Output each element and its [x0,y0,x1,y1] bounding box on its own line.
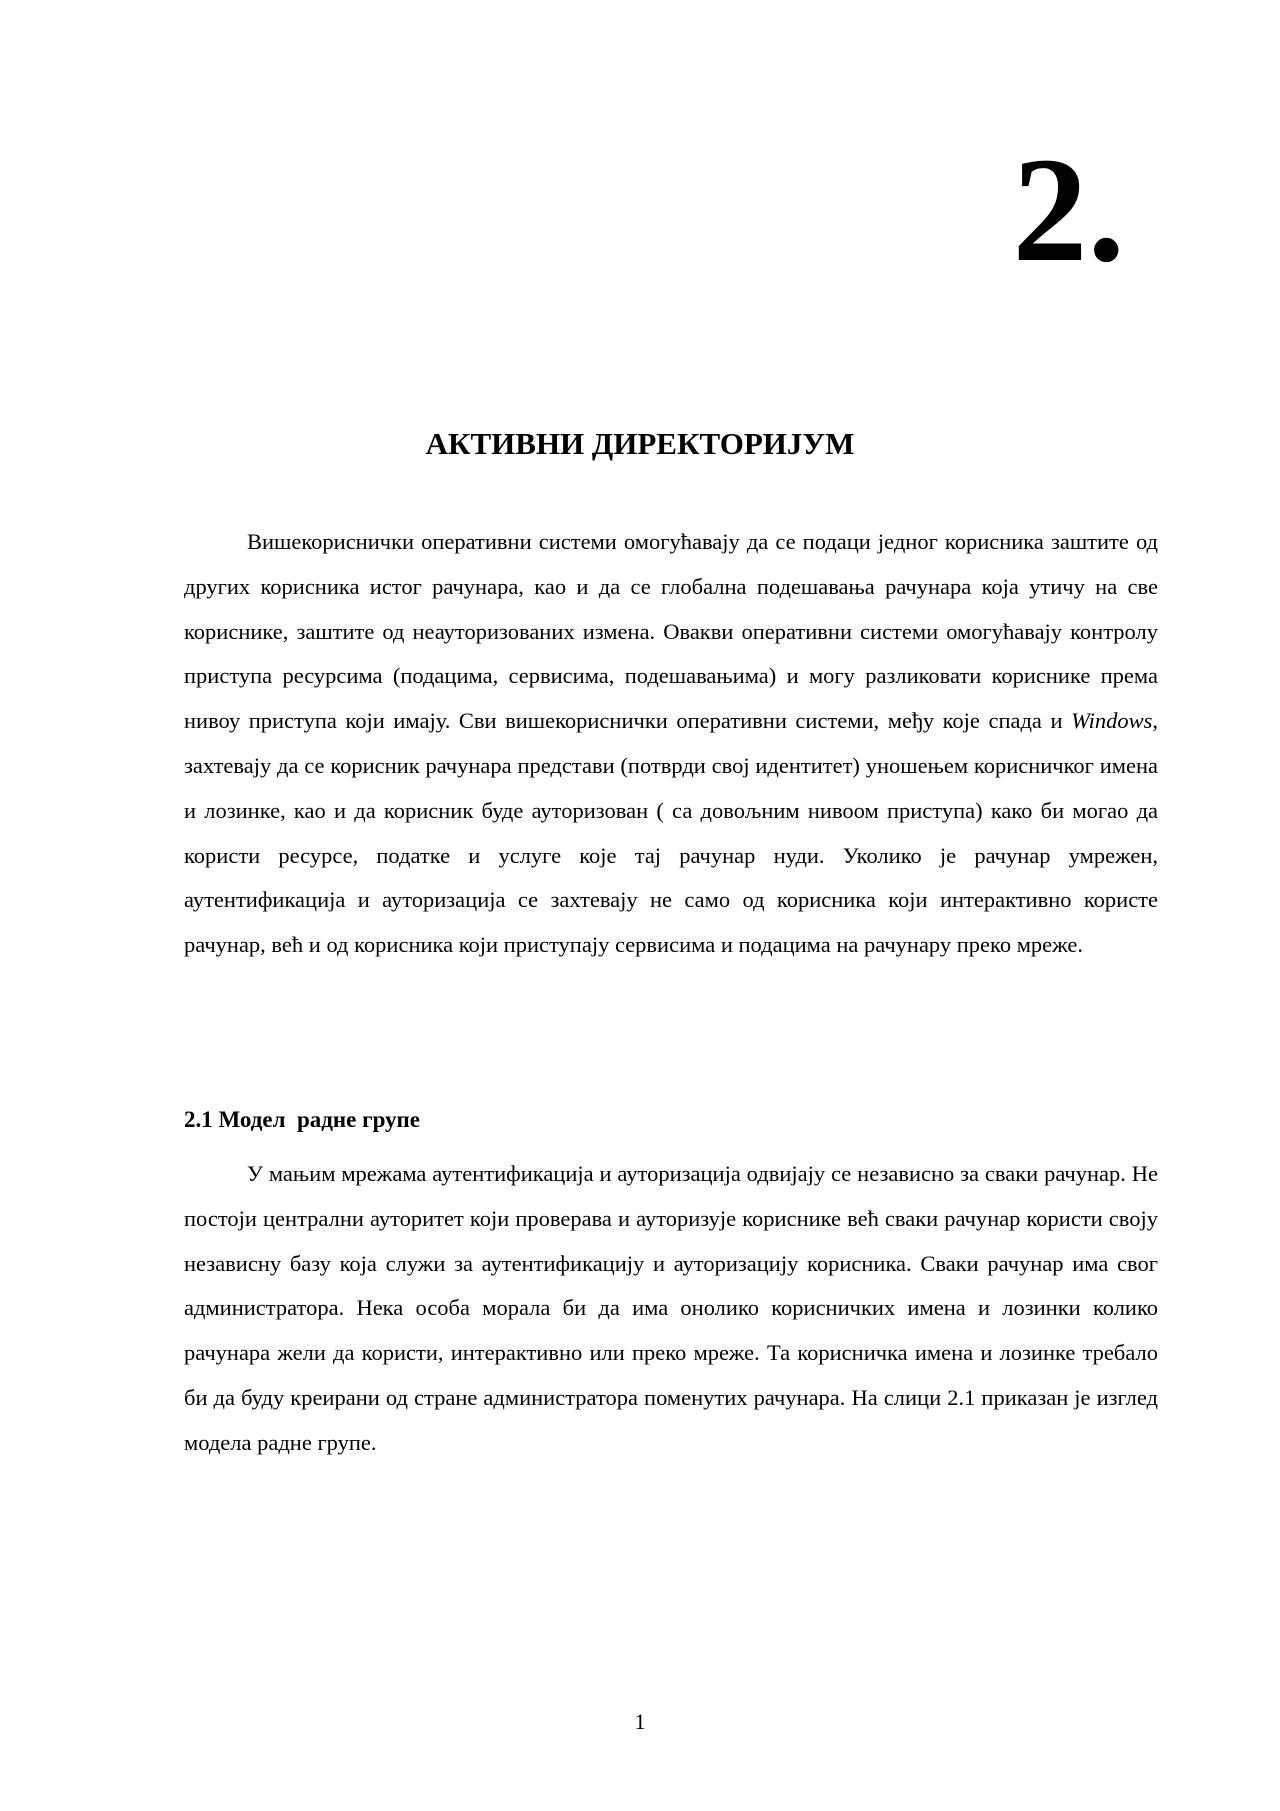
intro-paragraph-text-1: Вишекориснички оперативни системи омогућавају да се подаци једног корисника заштите од других корисника истог рачунара, као и да се глобална подешавања рачунара која утичу на све кориснике, заштите од неауторизованих измена. Овакви оперативни системи омогућавају контролу приступа ресурсима (подацима, сервисима, подешавањима) и могу разликовати кориснике према нивоу приступа који имају. Сви вишекориснички оперативни системи, међу које спада и [184,529,1158,734]
chapter-title: АКТИВНИ ДИРЕКТОРИЈУМ [425,426,855,461]
intro-paragraph [184,520,1158,968]
page-number: 1 [634,1709,646,1734]
section-heading-2-1: 2.1 Модел радне групе [184,1107,421,1132]
windows-term: Windows [1071,708,1153,734]
chapter-number: 2. [1012,127,1125,293]
workgroup-paragraph: У мањим мрежама аутентификација и ауторизација одвијају се независно за сваки рачунар. Не постоји централни ауторитет који проверава и ауторизује кориснике већ сваки рачунар користи своју независну базу која служи за аутентификацију и ауторизацију корисника. Сваки рачунар има свог администратора. Нека особа морала би да има онолико корисничких имена и лозинки колико рачунара жели да користи, интерактивно или преко мреже. Та корисничка имена и лозинке требало би да буду креирани од стране администратора поменутих рачунара. На слици 2.1 приказан је изглед модела радне групе. [184,1161,1158,1455]
intro-paragraph-text-2: , захтевају да се корисник рачунара представи (потврди свој идентитет) уношењем корисничког имена и лозинке, као и да корисник буде ауторизован ( са довољним нивоом приступа) како би могао да користи ресурсе, податке и услуге које тај рачунар нуди. Уколико је рачунар умрежен, аутентификација и ауторизација се захтевају не само од корисника који интерактивно користе рачунар, већ и од корисника који приступају сервисима и подацима на рачунару преко мреже. [184,708,1158,958]
